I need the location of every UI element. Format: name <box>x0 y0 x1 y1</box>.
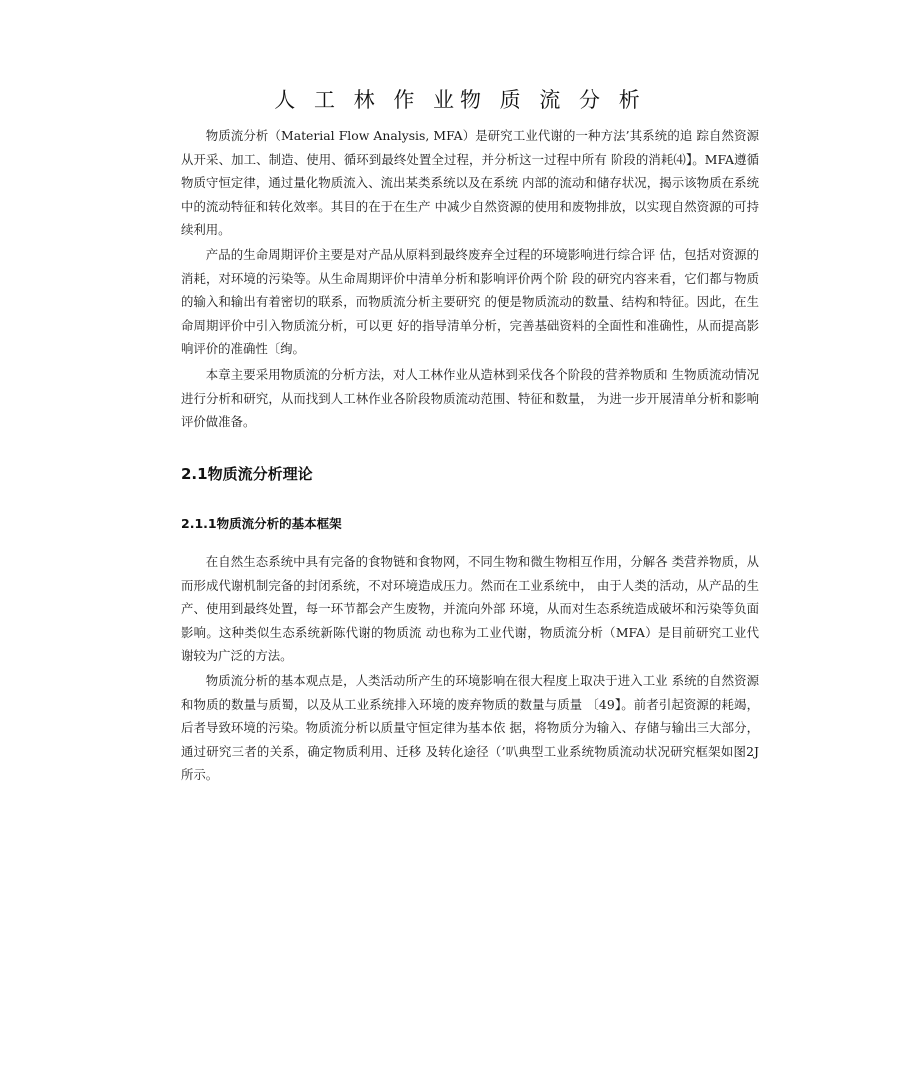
subsection-heading: 2.1.1物质流分析的基本框架 <box>181 516 342 531</box>
intro-paragraph-1: 物质流分析（Material Flow Analysis, MFA）是研究工业代谢的一种方法’其系统的追 踪自然资源从开采、加工、制造、使用、循环到最终处置全过程，并分析这一过程中所有 阶段的消耗⑷】。MFA遵循物质守恒定律，通过量化物质流入、流出某类系统以及在系统 内部的流动和储存状况，揭示该物质在系统中的流动特征和转化效率。其目的在于在生产 中减少自然资源的使用和废物排放，以实现自然资源的可持续利用。 <box>181 128 759 238</box>
body-paragraph-1: 在自然生态系统中具有完备的食物链和食物网，不同生物和微生物相互作用，分解各 类营养物质，从而形成代谢机制完备的封闭系统，不对环境造成压力。然而在工业系统中， 由于人类的活动，从产品的生产、使用到最终处置，每一环节都会产生废物，并流向外部 环境，从而对生态系统造成破坏和污染等负面影响。这种类似生态系统新陈代谢的物质流 动也称为工业代谢，物质流分析（MFA）是目前研究工业代谢较为广泛的方法。 <box>181 554 759 664</box>
body-paragraph-2: 物质流分析的基本观点是，人类活动所产生的环境影响在很大程度上取决于进入工业 系统的自然资源和物质的数量与质蜀，以及从工业系统排入环境的废弃物质的数量与质量 〔49】。前者引起资源的耗竭，后者导致环境的污染。物质流分析以质量守恒定律为基本依 据，将物质分为输入、存储与输出三大部分，通过研究三者的关系，确定物质利用、迁移 及转化途径（’叭典型工业系统物质流动状况研究框架如图2J所示。 <box>181 673 759 783</box>
intro-paragraph-3: 本章主要采用物质流的分析方法，对人工林作业从造林到采伐各个阶段的营养物质和 生物质流动情况进行分析和研究，从而找到人工林作业各阶段物质流动范围、特征和数量， 为进一步开展清单分析和影响评价做准备。 <box>181 367 759 430</box>
intro-paragraph-2: 产品的生命周期评价主要是对产品从原料到最终废弃全过程的环境影响进行综合评 估，包括对资源的消耗，对环境的污染等。从生命周期评价中清单分析和影响评价两个阶 段的研究内容来看，它们都与物质的输入和输出有着密切的联系，而物质流分析主要研究 的便是物质流动的数量、结构和特征。因此，在生命周期评价中引入物质流分析，可以更 好的指导清单分析，完善基础资料的全面性和准确性，从而提高影响评价的准确性〔绚。 <box>181 247 759 357</box>
section-heading: 2.1物质流分析理论 <box>181 465 313 483</box>
page-title: 人 工 林 作 业物 质 流 分 析 <box>274 88 646 112</box>
